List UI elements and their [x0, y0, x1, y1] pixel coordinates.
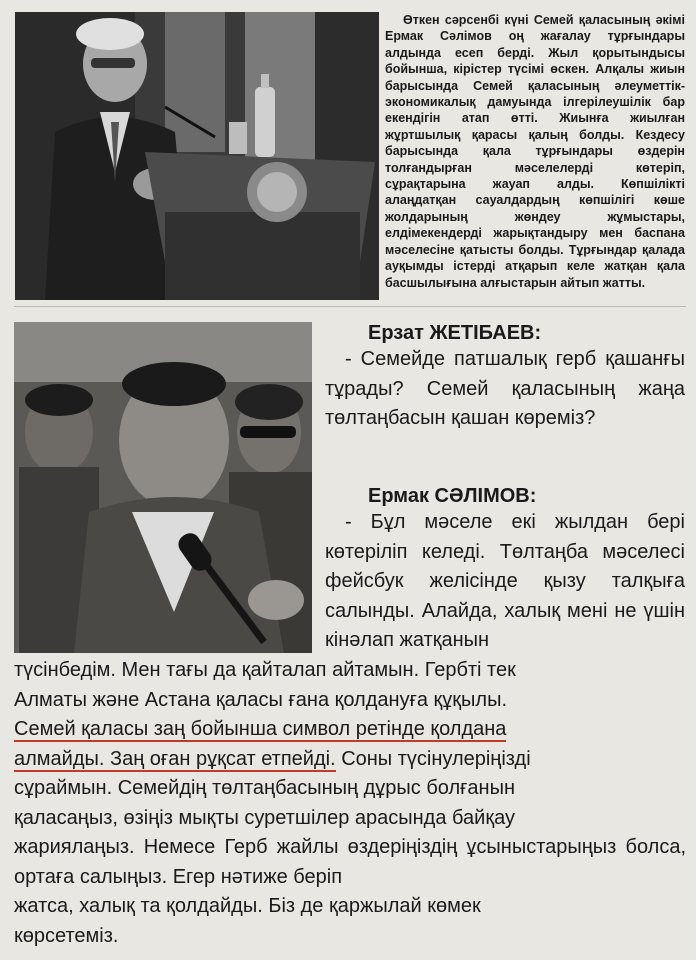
- answer-fragment: Соны түсінулеріңізді: [335, 747, 531, 770]
- answer-line-underlined: [14, 715, 686, 745]
- questioner-name: Ерзат ЖЕТІБАЕВ:: [368, 322, 542, 344]
- speaker-at-podium-photo: [15, 12, 379, 300]
- underlined-text: Семей қаласы заң бойынша символ ретінде қолдана: [14, 718, 507, 740]
- answer-line: түсінбедім. Мен тағы да қайталап айтамын. Гербті тек: [14, 659, 516, 681]
- man-at-microphone-photo: [14, 322, 312, 653]
- podium-scene-illustration: [15, 12, 379, 300]
- answer-line-underlined: [14, 745, 686, 775]
- answer-text-bottom: [14, 656, 686, 951]
- microphone-scene-illustration: [14, 322, 312, 653]
- answer-line: жариялаңыз. Немесе Герб жайлы өздеріңіздің ұсыныстарыңыз болса, ортаға салыңыз. Егер нәтиже беріп: [14, 836, 686, 888]
- intro-paragraph: Өткен сәрсенбі күні Семей қаласының әкімі Ермак Сәлімов оң жағалау тұрғындары алдында есеп берді. Жыл қорытындысы бойынша, кірістер түсімі өскен. Алқалы жиын барысында Семей қаласының әлеуметтік-экономикалық дамуында ілгерілеушілік бар екендігін атап өтті. Жиынға жиылған жұртшылық қарасы қалың болды. Кездесу барысында қала тұрғындары өздерін толғандырған мәселелерді көтеріп, сұрақтарына жауап алды. Көпшілікті алаңдатқан сауалдардың көпшілігі көше жолдарының жөндеу жұмыстары, елдімекендерді жарықтандыру мен баспана мәселесіне қатысты болды. Тұрғындар қалада ауқымды істерді атқарып келе жатқан қала басшылығына алғыстарын айтып жатты.: [385, 13, 685, 290]
- answer-line: жатса, халық та қолдайды. Біз де қаржылай көмек: [14, 895, 481, 917]
- answer-line: Алматы және Астана қаласы ғана қолдануға құқылы.: [14, 688, 508, 711]
- respondent-name: Ермак СӘЛІМОВ:: [368, 485, 537, 507]
- underlined-text: алмайды. Заң оған рұқсат етпейді.: [14, 747, 336, 770]
- answer-line: қаласаңыз, өзіңіз мықты суретшілер арасында байқау: [14, 806, 515, 829]
- answer-line: сұраймын. Семейдің төлтаңбасының дұрыс болғанын: [14, 777, 516, 799]
- question-text: - Семейде патшалық герб қашанғы тұрады? Семей қаласының жаңа төлтаңбасын қашан көреміз?: [325, 348, 685, 429]
- answer-text-top: - Бұл мәселе екі жылдан бері көтеріліп келеді. Төлтаңба мәселесі фейсбук желісінде қызу талқыға салынды. Алайда, халық мені не үшін кінәлап жатқанын: [325, 511, 685, 651]
- answer-line: көрсетеміз.: [14, 924, 119, 947]
- section-divider: [14, 306, 686, 307]
